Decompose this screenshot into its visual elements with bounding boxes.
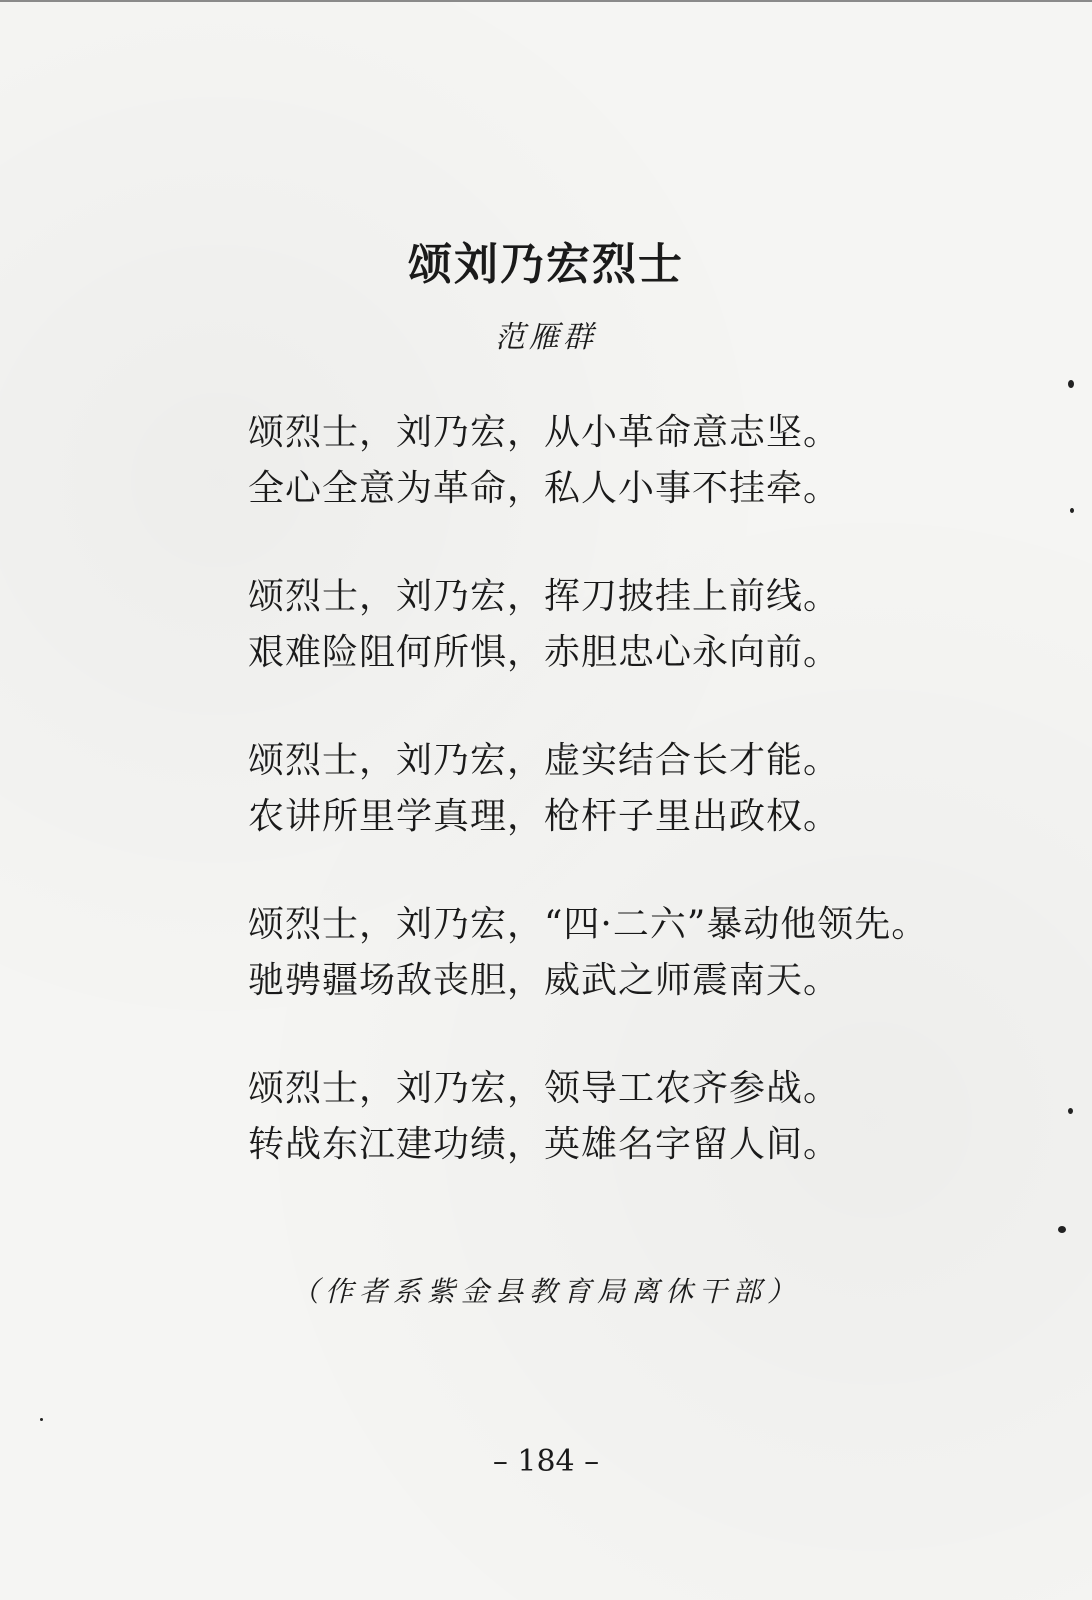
scan-speck [1068, 380, 1074, 388]
stanza [248, 897, 1028, 1009]
poem-line: 转战东江建功绩，英雄名字留人间。 [248, 1124, 841, 1165]
poem-line: 艰难险阻何所惧，赤胆忠心永向前。 [248, 632, 841, 673]
poem-line: 颂烈士，刘乃宏，虚实结合长才能。 [248, 740, 841, 781]
poem-line: 颂烈士，刘乃宏，领导工农齐参战。 [248, 1068, 841, 1109]
stanza [248, 405, 1028, 517]
scan-speck [1070, 508, 1074, 513]
scan-speck [1068, 1108, 1073, 1114]
poem-author: 范雁群 [495, 320, 597, 355]
scan-speck [1058, 1226, 1066, 1233]
poem-title: 颂刘乃宏烈士 [408, 239, 684, 290]
stanza [248, 733, 1028, 845]
page-number: – 184 – [492, 1444, 600, 1479]
poem-line: 颂烈士，刘乃宏，从小革命意志坚。 [248, 412, 841, 453]
poem-body [248, 405, 1028, 1225]
stanza [248, 569, 1028, 681]
poem-line: 颂烈士，刘乃宏，挥刀披挂上前线。 [248, 576, 841, 617]
top-border-line [0, 0, 1092, 2]
poem-line: 农讲所里学真理，枪杆子里出政权。 [248, 796, 841, 837]
scan-speck [40, 1418, 43, 1421]
poem-line: 全心全意为革命，私人小事不挂牵。 [248, 468, 841, 509]
stanza [248, 1061, 1028, 1173]
poem-line: 驰骋疆场敌丧胆，威武之师震南天。 [248, 960, 841, 1001]
poem-line: 颂烈士，刘乃宏，“四·二六”暴动他领先。 [248, 904, 929, 945]
author-note: （作者系紫金县教育局离休干部） [290, 1275, 801, 1308]
